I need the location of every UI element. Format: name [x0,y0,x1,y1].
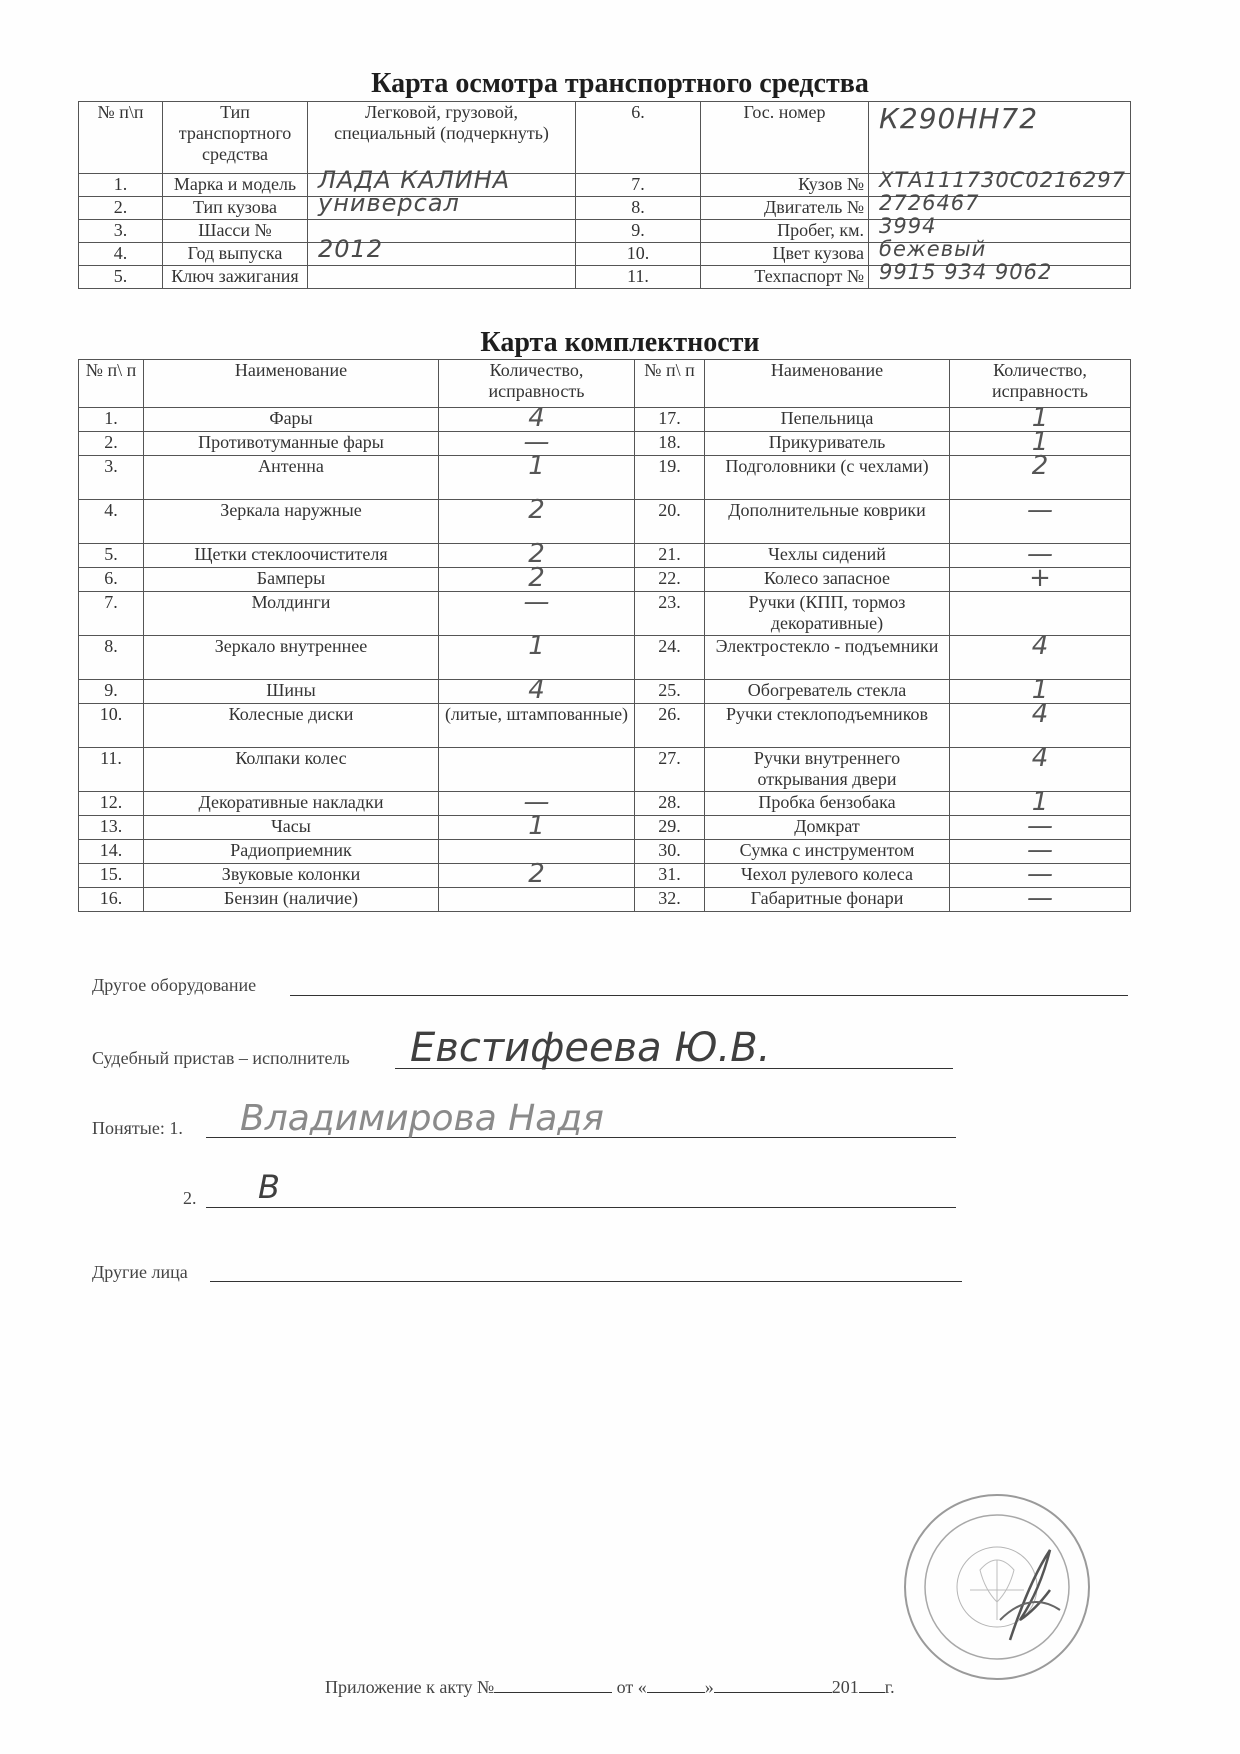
plate-value: К290НН72 [879,102,1039,135]
item-qty-cell-2 [950,743,1131,792]
item-qty-cell [439,888,635,912]
row-num-2: 7. [576,174,701,197]
item-name-2: Ручки (КПП, тормоз декоративные) [705,592,950,636]
item-qty-2: — [1027,859,1053,889]
item-num-2: 26. [635,704,705,748]
item-num-2: 23. [635,592,705,636]
qty-header-1: Количество, исправность [439,360,635,408]
item-name: Щетки стеклоочистителя [144,544,439,568]
item-qty: 1 [528,631,545,661]
item-name: Колпаки колес [144,748,439,792]
row-label-2: Техпаспорт № [701,266,869,289]
item-qty-2: 1 [1031,403,1049,433]
item-num-2: 20. [635,500,705,544]
item-name-2: Пробка бензобака [705,792,950,816]
item-num-2: 19. [635,456,705,500]
item-name-2: Прикуриватель [705,432,950,456]
item-num: 11. [79,748,144,792]
item-qty-2: 1 [1031,787,1049,817]
row-label: Тип кузова [163,197,308,220]
name-header-2: Наименование [705,360,950,408]
num-header-2: № п\ п [635,360,705,408]
completeness-rows [79,403,1131,913]
row-value-2: 2726467 [879,191,980,215]
item-qty: 1 [528,811,545,841]
row-num: 1. [79,174,163,197]
item-qty-cell [439,704,635,748]
item-name: Часы [144,816,439,840]
completeness-row [79,864,1131,888]
row-num-2: 10. [576,243,701,266]
item-qty-2: 4 [1031,743,1049,773]
item-qty: — [523,427,550,457]
item-qty: 2 [528,539,545,569]
row-num-2: 9. [576,220,701,243]
item-name-2: Ручки стеклоподъемников [705,704,950,748]
row-label-2: Цвет кузова [701,243,869,266]
item-qty-cell-2 [950,883,1131,913]
row-label: Ключ зажигания [163,266,308,289]
vehicle-header-row [79,102,1131,174]
completeness-row [79,748,1131,792]
item-num-2: 28. [635,792,705,816]
completeness-row [79,456,1131,500]
item-name: Противотуманные фары [144,432,439,456]
item-qty-2: 4 [1031,631,1049,661]
witness2-signature: В [258,1168,280,1206]
item-name: Декоративные накладки [144,792,439,816]
vehicle-rows [79,166,1131,289]
row-value: ЛАДА КАЛИНА [318,166,511,194]
num-6: 6. [576,102,701,174]
row-value-2: 9915 934 9062 [879,260,1053,284]
item-num-2: 27. [635,748,705,792]
row-value: универсал [318,189,460,217]
appendix-act-label: Приложение к акту № [325,1677,495,1697]
item-qty-2: — [1027,883,1053,913]
item-num: 10. [79,704,144,748]
item-qty-2: — [1027,539,1053,569]
item-qty-cell-2 [950,592,1131,636]
item-qty-cell [439,675,635,705]
completeness-table [78,359,1131,912]
item-name-2: Колесо запасное [705,568,950,592]
qty-header-2: Количество, исправность [950,360,1131,408]
row-value-cell [308,235,576,266]
completeness-row [79,704,1131,748]
vehicle-row [79,266,1131,289]
item-num: 16. [79,888,144,912]
row-num-2: 8. [576,197,701,220]
item-qty: 1 [528,451,545,481]
completeness-header-row [79,360,1131,408]
row-num: 4. [79,243,163,266]
witnesses-label: Понятые: 1. [92,1118,183,1138]
item-num-2: 24. [635,636,705,680]
completeness-row [79,544,1131,568]
vehicle-row [79,197,1131,220]
completeness-row [79,816,1131,840]
item-name-2: Обогреватель стекла [705,680,950,704]
row-value-2: 3994 [879,214,937,238]
item-num: 15. [79,864,144,888]
vehicle-card-title: Карта осмотра транспортного средства [371,68,869,99]
item-name-2: Габаритные фонари [705,888,950,912]
vehicle-card-table [78,101,1131,289]
row-label-2: Пробег, км. [701,220,869,243]
item-qty-cell-2 [950,699,1131,748]
item-num: 13. [79,816,144,840]
item-qty: 4 [528,675,545,705]
item-name: Молдинги [144,592,439,636]
item-num: 3. [79,456,144,500]
item-qty-cell [439,587,635,636]
item-num: 2. [79,432,144,456]
item-qty-cell [439,631,635,680]
item-qty-cell-2 [950,563,1131,593]
appendix-year-suffix: г. [884,1677,895,1697]
item-qty-cell [439,811,635,841]
item-qty-2: 4 [1031,699,1049,729]
item-qty-cell-2 [950,631,1131,680]
item-qty-cell [439,748,635,792]
item-num: 9. [79,680,144,704]
appendix-year: 201 [831,1677,859,1697]
appendix-from-label: от « [616,1677,647,1697]
item-num-2: 30. [635,840,705,864]
item-qty-2: 1 [1031,427,1049,457]
item-qty-2: + [1029,563,1051,593]
row-label-2: Двигатель № [701,197,869,220]
row-label: Шасси № [163,220,308,243]
item-name: Шины [144,680,439,704]
item-name: Фары [144,408,439,432]
other-equipment-label: Другое оборудование [92,975,257,995]
item-name: Звуковые колонки [144,864,439,888]
row-value-cell [308,189,576,220]
item-name-2: Домкрат [705,816,950,840]
row-num-2: 11. [576,266,701,289]
row-value-2: ХТА111730С0216297 [879,168,1126,192]
row-value-cell-2 [869,260,1131,289]
item-num-2: 25. [635,680,705,704]
item-name-2: Подголовники (с чехлами) [705,456,950,500]
item-num: 1. [79,408,144,432]
item-name: Колесные диски [144,704,439,748]
item-qty-2: — [1027,495,1053,525]
witness1-signature: Владимирова Надя [240,1098,604,1139]
item-num: 8. [79,636,144,680]
item-num: 6. [79,568,144,592]
item-name-2: Ручки внутреннего открывания двери [705,748,950,792]
num-header: № п\п [79,102,163,174]
item-num: 14. [79,840,144,864]
item-num-2: 31. [635,864,705,888]
row-value-cell [308,266,576,289]
item-name-2: Дополнительные коврики [705,500,950,544]
item-qty-cell [439,451,635,500]
completeness-row [79,592,1131,636]
type-options: Легковой, грузовой, специальный (подчеркнуть) [308,102,576,174]
item-num: 7. [79,592,144,636]
item-qty-2: — [1027,835,1053,865]
item-qty: — [523,587,550,617]
item-num-2: 29. [635,816,705,840]
item-qty: 2 [528,563,545,593]
row-num: 5. [79,266,163,289]
item-qty: — [523,787,550,817]
appendix-quote-close: » [704,1677,714,1697]
official-seal-stamp [900,1490,1095,1685]
bailiff-signature: Евстифеева Ю.В. [410,1025,771,1071]
name-header-1: Наименование [144,360,439,408]
other-persons-line [210,1281,962,1282]
appendix-line [325,1677,895,1698]
completeness-row [79,840,1131,864]
row-label: Год выпуска [163,243,308,266]
item-qty: 4 [528,403,545,433]
item-name: Зеркала наружные [144,500,439,544]
item-num: 4. [79,500,144,544]
plate-value-cell [869,102,1131,174]
item-name-2: Чехол рулевого колеса [705,864,950,888]
completeness-row [79,432,1131,456]
item-name-2: Чехлы сидений [705,544,950,568]
completeness-row [79,500,1131,544]
type-header: Тип транспортного средства [163,102,308,174]
row-value: 2012 [318,235,384,263]
witness2-num: 2. [183,1188,197,1208]
item-num-2: 17. [635,408,705,432]
completeness-card-title: Карта комплектности [480,327,760,358]
item-qty-2: 1 [1031,675,1049,705]
row-num: 2. [79,197,163,220]
item-qty-cell [439,859,635,889]
completeness-row [79,408,1131,432]
completeness-row [79,680,1131,704]
item-num-2: 18. [635,432,705,456]
completeness-row [79,636,1131,680]
item-qty-cell-2 [950,495,1131,544]
num-header-1: № п\ п [79,360,144,408]
item-num: 12. [79,792,144,816]
item-num-2: 32. [635,888,705,912]
item-name: Бамперы [144,568,439,592]
other-equipment-line [290,995,1128,996]
item-qty-2: — [1027,811,1053,841]
plate-label: Гос. номер [701,102,869,174]
completeness-row [79,568,1131,592]
other-persons-label: Другие лица [92,1262,188,1282]
row-num: 3. [79,220,163,243]
item-qty: 2 [528,859,545,889]
completeness-row [79,792,1131,816]
item-qty-2: 2 [1031,451,1049,481]
completeness-row [79,888,1131,912]
item-name-2: Электростекло - подъемники [705,636,950,680]
item-name-2: Сумка с инструментом [705,840,950,864]
row-value-2: бежевый [879,237,987,261]
item-qty-cell [439,495,635,544]
bailiff-label: Судебный пристав – исполнитель [92,1048,350,1068]
item-num: 5. [79,544,144,568]
item-name-2: Пепельница [705,408,950,432]
item-num-2: 22. [635,568,705,592]
item-name: Антенна [144,456,439,500]
row-label-2: Кузов № [701,174,869,197]
row-label: Марка и модель [163,174,308,197]
item-name: Бензин (наличие) [144,888,439,912]
item-num-2: 21. [635,544,705,568]
item-qty-cell-2 [950,451,1131,500]
item-name: Зеркало внутреннее [144,636,439,680]
witness2-line [206,1207,956,1208]
item-qty: 2 [528,495,545,525]
item-qty: (литые, штампованные) [444,704,629,724]
item-name: Радиоприемник [144,840,439,864]
